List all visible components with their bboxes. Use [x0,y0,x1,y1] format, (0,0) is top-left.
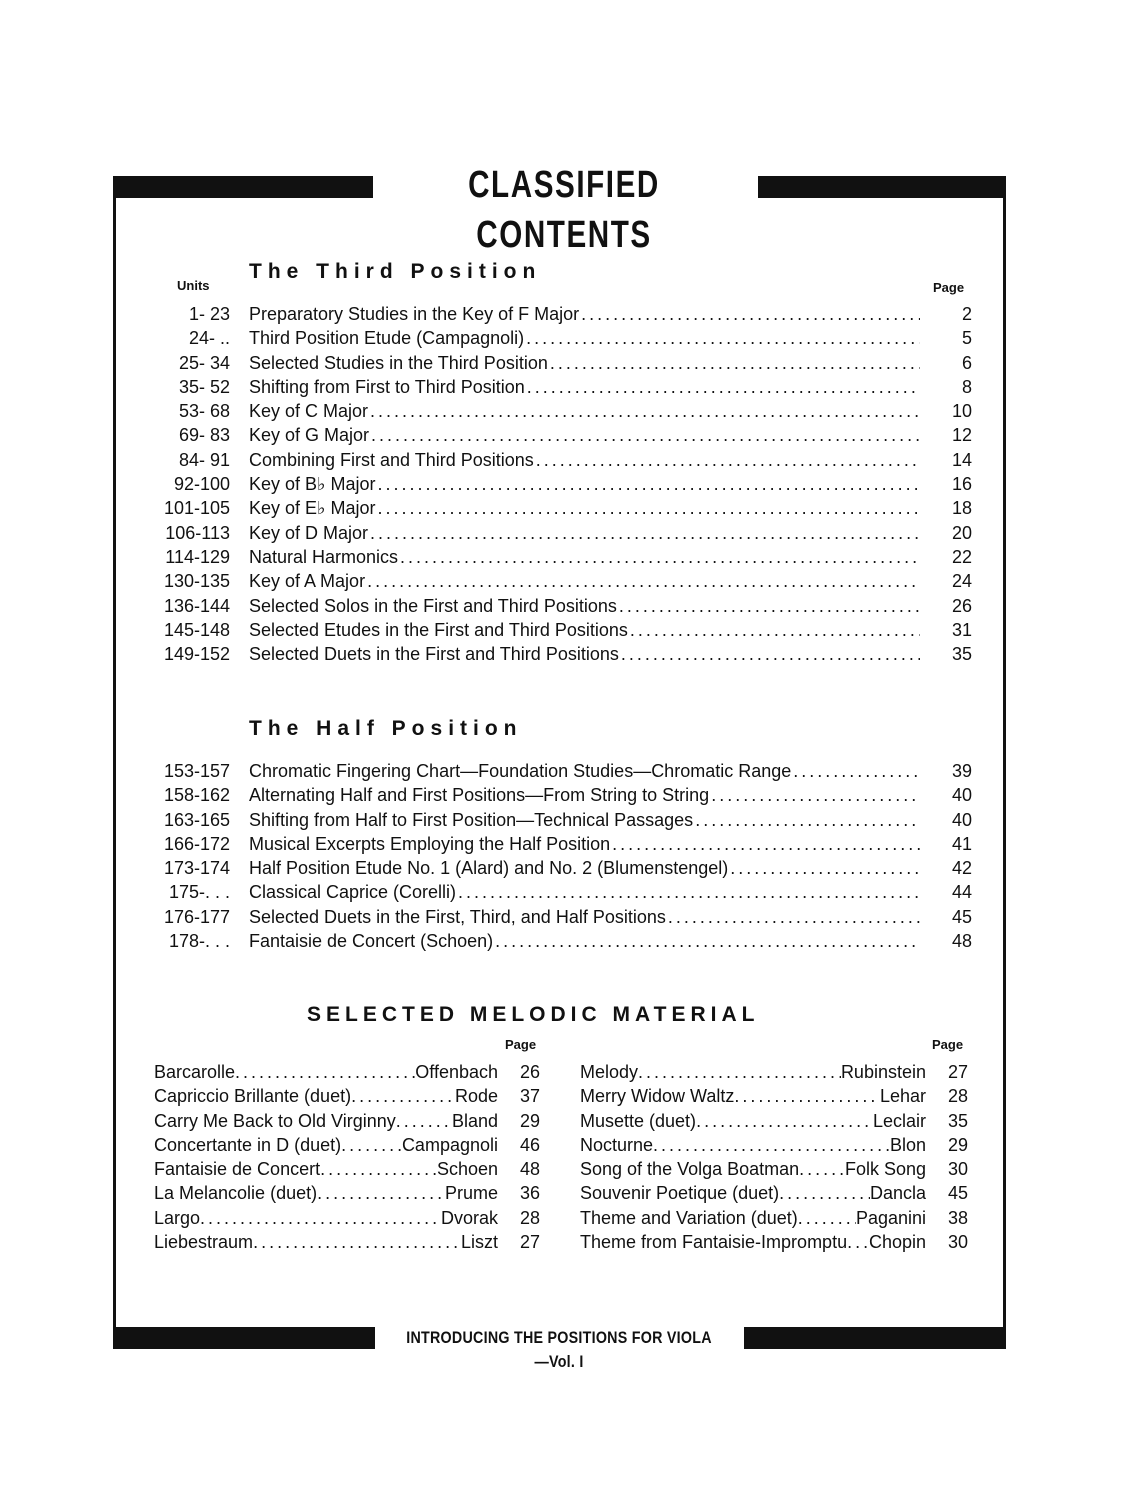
dot-leader [495,929,920,953]
melodic-row [154,1060,540,1084]
piece-title: Song of the Volga Boatman [580,1159,800,1180]
page-number: 29 [519,1110,540,1131]
dot-leader [798,1206,856,1230]
page-number: 22 [951,546,972,567]
page-number: 31 [951,619,972,640]
page-number: 5 [961,328,972,349]
page-number: 40 [951,809,972,830]
piece-title: Theme and Variation (duet) [580,1207,798,1228]
footer-rule-left [113,1327,375,1349]
contents-row [150,351,972,375]
units-range: 92-100 [173,474,230,495]
entry-title: Musical Excerpts Employing the Half Position [249,833,611,854]
dot-leader [734,1084,880,1108]
dot-leader [847,1230,869,1254]
contents-row [150,569,972,593]
composer: Rode [454,1086,498,1107]
entry-title: Fantaisie de Concert (Schoen) [249,931,494,952]
page-number: 6 [961,352,972,373]
piece-title: Barcarolle [154,1062,236,1082]
page-number: 37 [519,1086,540,1107]
units-range: 175-. . . [168,882,230,903]
units-range: 25- 34 [178,352,230,373]
melodic-row [580,1181,968,1205]
page-number: 18 [951,498,972,519]
page-number: 30 [947,1232,968,1253]
units-range: 176-177 [163,906,230,927]
piece-title: Melody [580,1062,639,1082]
page-number: 36 [519,1183,540,1204]
section-heading-melodic-material: SELECTED MELODIC MATERIAL [307,1003,760,1026]
dot-leader [367,569,920,593]
entry-title-cell [249,832,920,856]
dot-leader [696,1109,873,1133]
dot-leader [527,375,920,399]
dot-leader [317,1181,445,1205]
piece-title: Souvenir Poetique (duet) [580,1183,780,1204]
dot-leader [638,1060,841,1084]
contents-row [150,594,972,618]
units-range: 130-135 [163,571,230,592]
contents-row [150,832,972,856]
entry-title-cell [249,496,920,520]
melodic-row [154,1109,540,1133]
composer: Offenbach [415,1062,498,1082]
contents-row [150,880,972,904]
page-title: CLASSIFIED CONTENTS [414,160,714,210]
contents-row [150,472,972,496]
dot-leader [253,1230,461,1254]
units-range: 166-172 [163,833,230,854]
page-number: 28 [947,1086,968,1107]
dot-leader [526,326,920,350]
page-number: 35 [951,644,972,665]
page-number: 45 [951,906,972,927]
melodic-row [154,1157,540,1181]
piece-title: Largo [154,1207,201,1228]
dot-leader [653,1133,890,1157]
page-number: 26 [951,595,972,616]
piece-title: Theme from Fantaisie-Impromptu [580,1232,848,1253]
dot-leader [550,351,920,375]
footer-rule-right [744,1327,1006,1349]
units-range: 163-165 [163,809,230,830]
entry-title-cell [249,545,920,569]
entry-title: Combining First and Third Positions [249,449,534,470]
units-range: 1- 23 [188,304,230,324]
page-number: 20 [951,522,972,543]
dot-leader [370,521,920,545]
header-rule-left [113,176,373,198]
entry-title-cell [249,808,920,832]
page-number: 39 [951,761,972,781]
piece-title: Liebestraum [154,1232,254,1253]
units-range: 84- 91 [178,449,230,470]
melodic-row [580,1060,968,1084]
page-number: 29 [947,1134,968,1155]
contents-row [150,521,972,545]
units-column-label: Units [177,278,210,293]
entry-title-cell [249,856,920,880]
entry-title: Third Position Etude (Campagnoli) [249,328,525,349]
dot-leader [536,448,920,472]
melodic-left-page-label: Page [505,1037,537,1052]
page-number: 30 [947,1159,968,1180]
entry-title: Key of E♭ Major [249,498,376,519]
dot-leader [458,880,920,904]
page-number: 10 [951,401,972,422]
contents-row [150,496,972,520]
dot-leader [320,1157,437,1181]
entry-title: Chromatic Fingering Chart—Foundation Studies—Chromatic Range [249,761,792,781]
piece-title: Capriccio Brillante (duet) [154,1086,352,1107]
composer: Folk Song [844,1159,926,1180]
contents-row [150,856,972,880]
contents-row [150,618,972,642]
melodic-row [580,1109,968,1133]
page-number: 2 [961,304,972,324]
half-position-list [150,759,972,953]
contents-row [150,545,972,569]
units-range: 69- 83 [178,425,230,446]
melodic-row [154,1084,540,1108]
page-number: 46 [519,1134,540,1155]
units-range: 35- 52 [178,376,230,397]
units-range: 149-152 [163,644,230,665]
contents-row [150,399,972,423]
dot-leader [370,399,920,423]
units-range: 24- .. [188,328,230,349]
dot-leader [695,808,920,832]
entry-title-cell [249,302,920,326]
entry-title-cell [249,521,920,545]
piece-title: Carry Me Back to Old Virginny [154,1110,396,1131]
composer: Paganini [855,1207,926,1228]
entry-title-cell [249,759,920,783]
contents-row [150,783,972,807]
entry-title: Alternating Half and First Positions—From String to String [249,785,710,806]
page-number: 16 [951,474,972,495]
contents-row [150,905,972,929]
dot-leader [235,1060,415,1084]
contents-row [150,808,972,832]
entry-title-cell [249,783,920,807]
entry-title-cell [249,399,920,423]
dot-leader [351,1084,455,1108]
contents-row [150,448,972,472]
units-range: 145-148 [163,619,230,640]
units-range: 106-113 [165,522,230,543]
units-range: 158-162 [163,785,230,806]
melodic-row [580,1133,968,1157]
contents-row [150,326,972,350]
entry-title: Shifting from First to Third Position [249,376,525,397]
composer: Dvorak [440,1207,498,1228]
composer: Schoen [436,1159,498,1180]
composer: Chopin [868,1232,926,1253]
piece-title: La Melancolie (duet) [154,1183,318,1204]
page-number: 38 [947,1207,968,1228]
piece-title: Fantaisie de Concert [154,1159,321,1180]
dot-leader [619,594,920,618]
melodic-row [580,1084,968,1108]
page-number: 28 [519,1207,540,1228]
composer: Leclair [872,1110,926,1131]
dot-leader [799,1157,845,1181]
entry-title-cell [249,618,920,642]
entry-title: Preparatory Studies in the Key of F Major [249,304,580,324]
dot-leader [200,1206,441,1230]
melodic-row [580,1157,968,1181]
composer: Lehar [879,1086,926,1107]
units-range: 173-174 [163,858,230,879]
entry-title-cell [249,326,920,350]
entry-title: Classical Caprice (Corelli) [249,882,457,903]
entry-title-cell [249,905,920,929]
page-number: 35 [947,1110,968,1131]
entry-title: Key of G Major [249,425,370,446]
contents-row [150,759,972,783]
units-range: 178-. . . [168,931,230,952]
dot-leader [378,496,920,520]
entry-title: Natural Harmonics [249,546,399,567]
dot-leader [378,472,920,496]
footer-title: INTRODUCING THE POSITIONS FOR VIOLA—Vol. I [400,1326,718,1350]
composer: Dancla [869,1183,926,1204]
header-rule-right [758,176,1006,198]
entry-title: Selected Duets in the First and Third Positions [249,644,619,665]
units-range: 53- 68 [178,401,230,422]
entry-title: Key of D Major [249,522,369,543]
dot-leader [668,905,920,929]
piece-title: Concertante in D (duet) [154,1134,342,1155]
entry-title: Shifting from Half to First Position—Technical Passages [249,809,694,830]
dot-leader [730,856,920,880]
entry-title: Key of B♭ Major [249,474,376,495]
melodic-right-page-label: Page [932,1037,964,1052]
dot-leader [400,545,920,569]
entry-title: Key of A Major [249,571,366,592]
units-range: 101-105 [163,498,230,519]
composer: Blon [889,1134,926,1155]
contents-row [150,929,972,953]
entry-title-cell [249,880,920,904]
composer: Campagnoli [401,1134,498,1155]
dot-leader [630,618,920,642]
melodic-row [154,1181,540,1205]
dot-leader [371,423,920,447]
melodic-list-right [580,1060,968,1254]
section-heading-third-position: The Third Position [249,260,542,283]
entry-title-cell [249,375,920,399]
page-number: 8 [961,376,972,397]
section-heading-half-position: The Half Position [249,717,523,740]
page-number: 27 [947,1062,968,1082]
page-number: 44 [951,882,972,903]
composer: Prume [444,1183,498,1204]
page-number: 26 [519,1062,540,1082]
page-number: 14 [951,449,972,470]
contents-row [150,423,972,447]
entry-title-cell [249,594,920,618]
dot-leader [396,1109,452,1133]
page-number: 24 [951,571,972,592]
contents-row [150,302,972,326]
dot-leader [779,1181,870,1205]
entry-title: Selected Solos in the First and Third Positions [249,595,617,616]
page-number: 45 [947,1183,968,1204]
melodic-row [154,1133,540,1157]
dot-leader [711,783,920,807]
dot-leader [341,1133,402,1157]
entry-title: Selected Studies in the Third Position [249,352,548,373]
page-number: 40 [951,785,972,806]
composer: Bland [451,1110,498,1131]
dot-leader [581,302,920,326]
entry-title: Key of C Major [249,401,369,422]
page-number: 48 [951,931,972,952]
piece-title: Merry Widow Waltz [580,1086,735,1107]
page-number: 27 [519,1232,540,1253]
contents-row [150,642,972,666]
contents-row [150,375,972,399]
melodic-row [154,1230,540,1254]
dot-leader [621,642,920,666]
entry-title: Selected Duets in the First, Third, and Half Positions [249,906,666,927]
third-position-list [150,302,972,666]
melodic-row [154,1206,540,1230]
melodic-list-left [154,1060,540,1254]
page-number: 48 [519,1159,540,1180]
entry-title-cell [249,642,920,666]
composer: Rubinstein [840,1062,926,1082]
entry-title-cell [249,472,920,496]
units-range: 153-157 [163,761,230,781]
page-number: 12 [951,425,972,446]
dot-leader [612,832,920,856]
piece-title: Musette (duet) [580,1110,697,1131]
piece-title: Nocturne [580,1134,654,1155]
page-column-label: Page [933,280,965,295]
entry-title-cell [249,929,920,953]
entry-title: Selected Etudes in the First and Third Positions [249,619,628,640]
page-number: 41 [951,833,972,854]
melodic-row [580,1230,968,1254]
page-number: 42 [951,858,972,879]
units-range: 114-129 [165,546,230,567]
dot-leader [793,759,920,783]
composer: Liszt [460,1232,498,1253]
entry-title-cell [249,351,920,375]
entry-title-cell [249,423,920,447]
entry-title-cell [249,448,920,472]
melodic-row [580,1206,968,1230]
units-range: 136-144 [163,595,230,616]
entry-title-cell [249,569,920,593]
entry-title: Half Position Etude No. 1 (Alard) and No. 2 (Blumenstengel) [249,858,729,879]
